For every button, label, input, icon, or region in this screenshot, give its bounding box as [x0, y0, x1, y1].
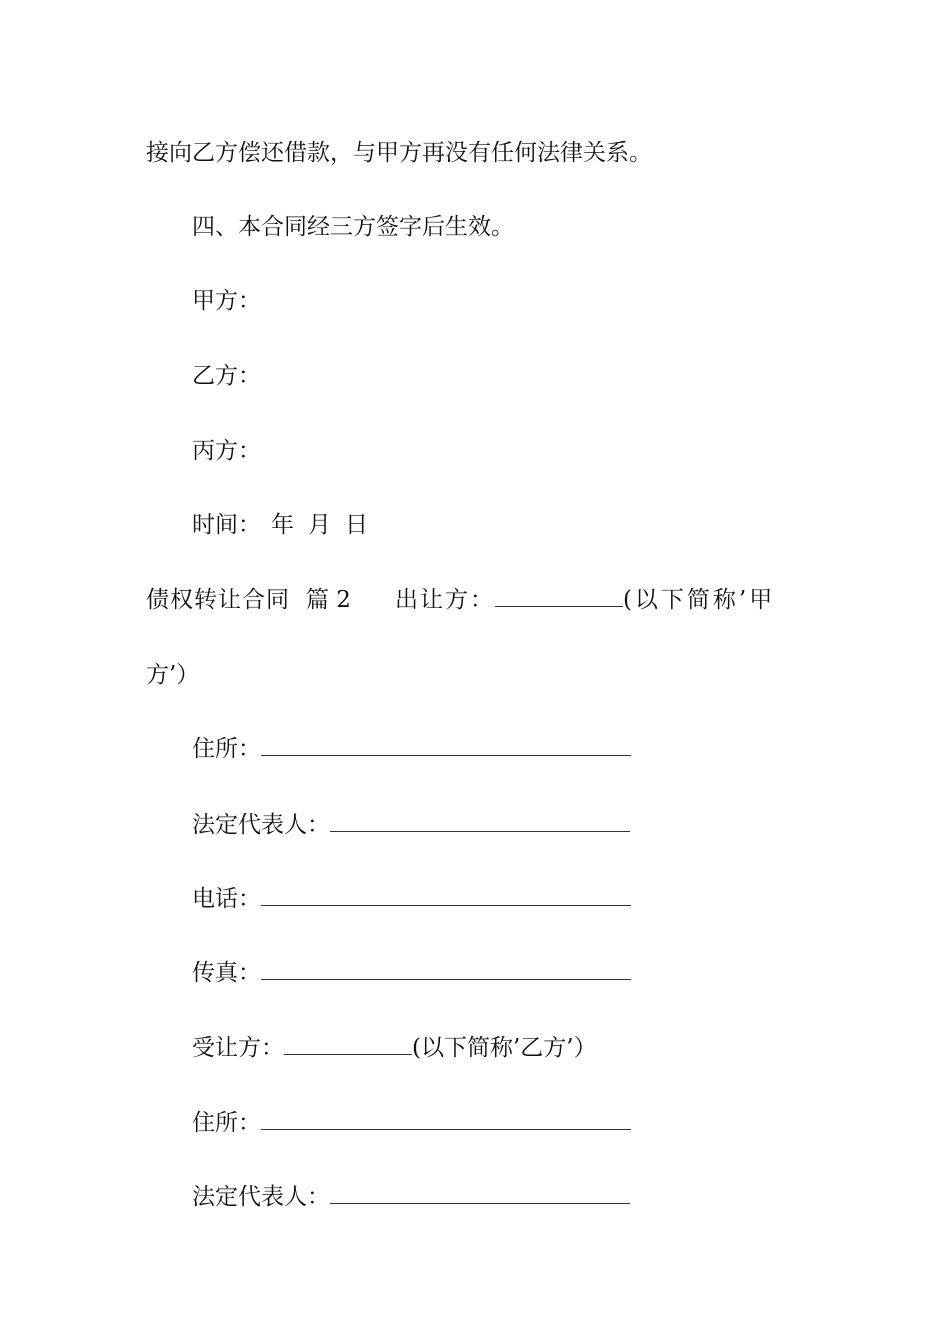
paragraph-continuation: 接向乙方偿还借款，与甲方再没有任何法律关系。: [146, 140, 652, 166]
assignor-fax: 传真：: [192, 958, 631, 988]
contract-part: 篇 2: [306, 587, 351, 613]
party-b-signature: 乙方：: [192, 363, 261, 389]
contract-heading-line: 债权转让合同 篇 2 出让方： (以下简称’甲: [146, 587, 776, 613]
legal-rep-blank: [330, 1183, 630, 1204]
assignee-address: 住所：: [192, 1108, 631, 1138]
address-blank: [261, 1109, 631, 1130]
assignee-legal-rep: 法定代表人：: [192, 1182, 630, 1212]
date-line: 时间： 年 月 日: [192, 512, 368, 538]
legal-rep-blank: [330, 811, 630, 832]
clause-four: 四、本合同经三方签字后生效。: [192, 214, 514, 240]
assignor-phone: 电话：: [192, 884, 631, 914]
assignor-legal-rep: 法定代表人：: [192, 810, 630, 840]
heading-continuation: 方’）: [146, 662, 200, 688]
party-c-signature: 丙方：: [192, 438, 261, 464]
phone-blank: [261, 885, 631, 906]
address-blank: [261, 735, 631, 756]
assignor-address: 住所：: [192, 734, 631, 764]
assignee-blank: [284, 1034, 412, 1055]
assignee-line: 受让方： (以下简称’乙方’）: [192, 1035, 597, 1061]
contract-title: 债权转让合同: [146, 587, 290, 613]
fax-blank: [261, 959, 631, 980]
party-a-signature: 甲方：: [192, 288, 261, 314]
assignor-blank: [495, 586, 623, 607]
